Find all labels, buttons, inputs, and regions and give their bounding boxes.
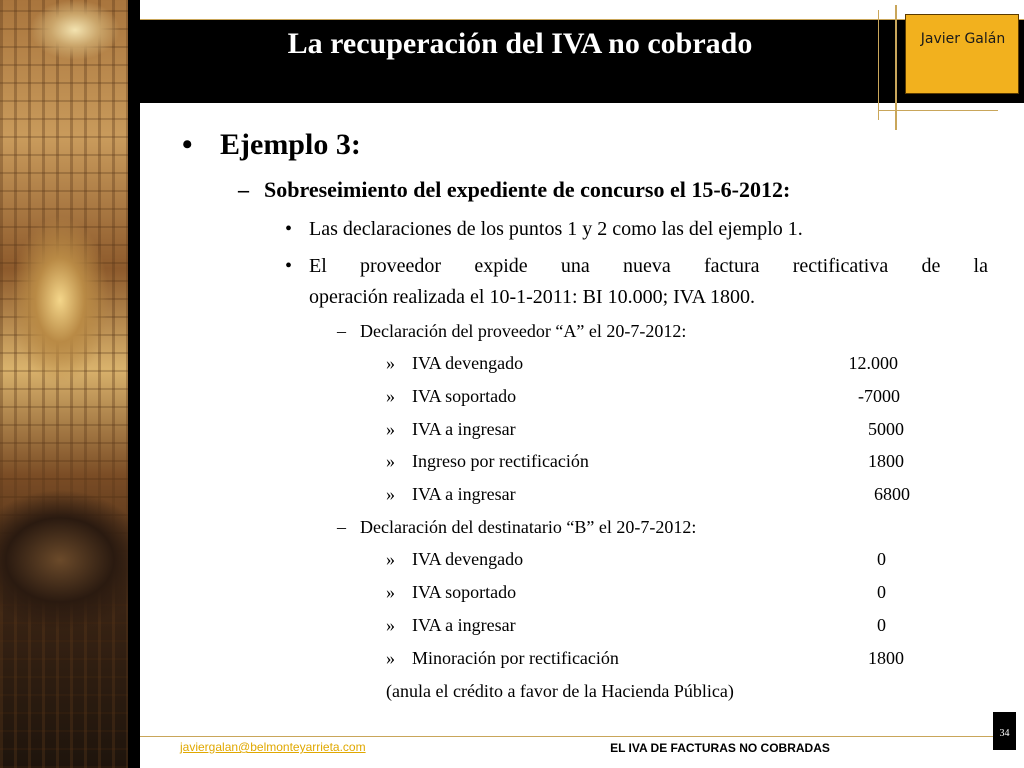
page-title: La recuperación del IVA no cobrado (287, 27, 753, 60)
heading-bullet: • (182, 128, 193, 161)
section-note: (anula el crédito a favor de la Hacienda Pública) (386, 681, 734, 701)
row-label: IVA a ingresar (412, 419, 516, 439)
page-number-box (993, 712, 1016, 750)
logo-text: Javier Galán (920, 31, 1006, 47)
divider-vertical-left (878, 10, 879, 120)
row-bullet: » (386, 615, 395, 635)
divider-top (140, 19, 1024, 20)
row-value: 0 (877, 549, 886, 569)
row-label: IVA devengado (412, 353, 524, 373)
point-bullet: • (285, 218, 293, 240)
heading-text: Ejemplo 3: (220, 128, 361, 161)
divider-under-logo (878, 110, 998, 111)
row-label: IVA a ingresar (412, 615, 516, 635)
section-title-provider: Declaración del proveedor “A” el 20-7-2012: (360, 321, 687, 341)
row-value: 6800 (874, 484, 910, 504)
row-label: IVA devengado (412, 549, 524, 569)
subheading-text: Sobreseimiento del expediente de concurso el 15-6-2012: (264, 177, 791, 202)
row-label: Minoración por rectificación (412, 648, 619, 668)
row-value: 12.000 (848, 353, 898, 373)
point-bullet: • (285, 255, 293, 277)
row-value: 5000 (868, 419, 904, 439)
library-dome-image (0, 0, 128, 768)
footer-email-link[interactable]: javiergalan@belmonteyarrieta.com (180, 740, 366, 754)
side-strip (128, 0, 140, 768)
row-label: IVA soportado (412, 386, 517, 406)
row-label: IVA a ingresar (412, 484, 516, 504)
footer-title: EL IVA DE FACTURAS NO COBRADAS (610, 741, 830, 755)
author-logo (905, 14, 1019, 94)
row-bullet: » (386, 386, 395, 406)
section-bullet: – (337, 517, 346, 537)
row-value: 1800 (868, 451, 904, 471)
point-text: El proveedor expide una nueva factura rectificativa de la (309, 255, 988, 277)
row-value: 0 (877, 582, 886, 602)
subheading-bullet: – (238, 177, 249, 202)
row-bullet: » (386, 582, 395, 602)
row-value: 1800 (868, 648, 904, 668)
section-bullet: – (337, 321, 346, 341)
point-text: Las declaraciones de los puntos 1 y 2 como las del ejemplo 1. (309, 218, 803, 240)
row-bullet: » (386, 648, 395, 668)
footer-divider (140, 736, 994, 737)
row-bullet: » (386, 484, 395, 504)
row-label: IVA soportado (412, 582, 517, 602)
row-bullet: » (386, 419, 395, 439)
divider-vertical-right (895, 5, 897, 130)
row-label: Ingreso por rectificación (412, 451, 589, 471)
row-bullet: » (386, 353, 395, 373)
point-text-continued: operación realizada el 10-1-2011: BI 10.000; IVA 1800. (309, 286, 755, 308)
row-bullet: » (386, 549, 395, 569)
row-value: 0 (877, 615, 886, 635)
page-number: 34 (999, 728, 1010, 739)
row-bullet: » (386, 451, 395, 471)
row-value: -7000 (858, 386, 900, 406)
section-title-recipient: Declaración del destinatario “B” el 20-7-2012: (360, 517, 697, 537)
